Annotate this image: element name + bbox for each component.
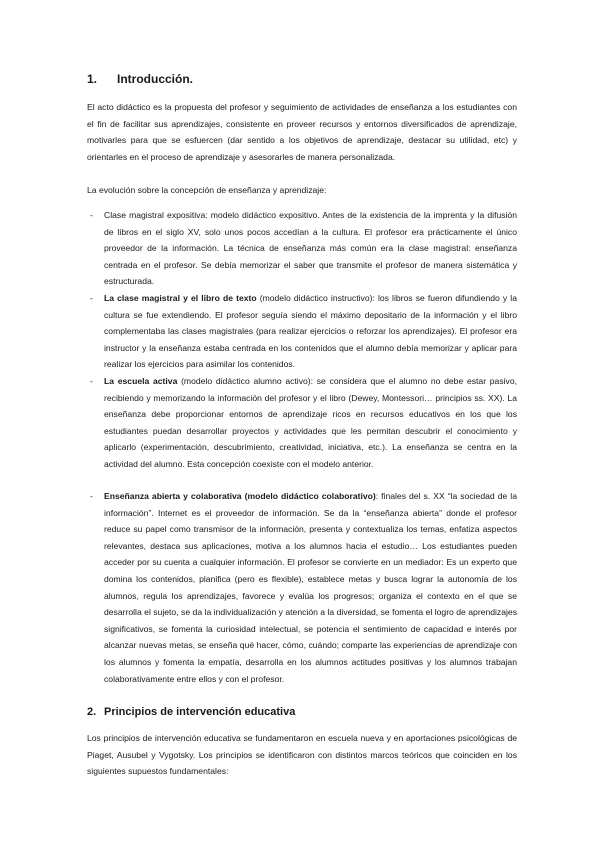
evolution-intro: La evolución sobre la concepción de enseñanza y aprendizaje: — [87, 185, 327, 195]
section-2-heading — [87, 706, 295, 718]
list-item-text: (modelo didáctico alumno activo): se considera que el alumno no debe estar pasivo, recibiendo y memorizando la información del profesor y el libro (Dewey, Montessori… principios ss. XX). La enseñanza debe proporcionar entornos de aprendizaje ricos en recursos educativos en los que los estudiantes puedan desarrollar proyectos y actividades que les permitan descubrir el conocimiento y aplicarlo (experimentación, descubrimiento, creatividad, iniciativa, etc.). La enseñanza se centra en la actividad del alumno. Esta concepción coexiste con el modelo anterior. — [104, 376, 517, 469]
principles-paragraph: Los principios de intervención educativa se fundamentaron en escuela nueva y en aportaciones psicológicas de Piaget, Ausubel y Vygotsky. Los principios se identificaron con distintos marcos teóricos que coinciden en los siguientes supuestos fundamentales: — [87, 733, 517, 777]
list-item-title: Enseñanza abierta y colaborativa (modelo didáctico colaborativo) — [104, 491, 376, 501]
list-dash: - — [90, 376, 93, 386]
section-1-number: 1. — [87, 72, 98, 86]
list-item-clase-magistral — [90, 207, 517, 290]
list-item-ensenanza-abierta — [90, 488, 517, 687]
list-dash: - — [90, 293, 93, 303]
section-2-title: Principios de intervención educativa — [104, 706, 296, 718]
list-dash: - — [90, 491, 93, 501]
list-dash: - — [90, 210, 93, 220]
list-item-escuela-activa — [90, 373, 517, 473]
list-item-title: La clase magistral y el libro de texto — [104, 293, 257, 303]
section-1-title: Introducción. — [117, 72, 193, 86]
section-2-number: 2. — [87, 706, 97, 718]
list-item-libro-de-texto — [90, 290, 517, 373]
list-item-text: modelo didáctico expositivo. Antes de la existencia de la imprenta y la difusión de libros en el siglo XV, solo unos pocos accedían a la cultura. El profesor era prácticamente el único proveedor de la información. La técnica de enseñanza más común era la clase magistral: enseñanza centrada en el profesor. Se debía memorizar el saber que transmite el profesor de manera sistemática y estructurada. — [104, 210, 517, 287]
list-item-text: : finales del s. XX “la sociedad de la información”. Internet es el proveedor de información. Se da la “enseñanza abierta” donde el profesor reduce su papel como transmisor de la información, presenta y contextualiza los temas, enfatiza aspectos relevantes, destaca sus aplicaciones, motiva a los alumnos hacia el estudio… Los estudiantes pueden acceder por su cuenta a cualquier información. El profesor se convierte en un mediador: Es un experto que domina los contenidos, planifica (pero es flexible), establece metas y busca lograr la autonomía de los alumnos, regula los aprendizajes, favorece y evalúa los progresos; organiza el contexto en el que se desarrolla el sujeto, se da la individualización y atención a la diversidad, se fomenta el logro de aprendizajes significativos, se fomenta la curiosidad intelectual, se potencia el sentimiento de capacidad e interés por alcanzar nuevas metas, se enseña qué hacer, cómo, cuándo; comparte las experiencias de aprendizaje con los alumnos y fomenta la empatía, desarrolla en los alumnos actitudes positivas y los alumnos trabajan colaborativamente entre ellos y con el profesor. — [104, 491, 517, 684]
section-1-heading — [87, 72, 193, 86]
list-item-text: (modelo didáctico instructivo): los libros se fueron difundiendo y la cultura se fue extendiendo. El profesor seguía siendo el máximo depositario de la información y el libro complementaba las clases magistrales (para realizar ejercicios o reforzar los aprendizajes). El profesor era instructor y la enseñanza estaba centrada en los contenidos que el alumno debía memorizar y aplicar para realizar los ejercicios para asimilar los contenidos. — [104, 293, 517, 370]
list-item-title: La escuela activa — [104, 376, 178, 386]
list-item-title: Clase magistral expositiva: — [104, 210, 208, 220]
intro-paragraph: El acto didáctico es la propuesta del profesor y seguimiento de actividades de enseñanza a los estudiantes con el fin de facilitar sus aprendizajes, consistente en proveer recursos y entornos diversificados de aprendizaje, motivarles para que se esfuercen (dar sentido a los objetivos de aprendizaje, destacar su utilidad, etc) y orientarles en el proceso de aprendizaje y asesorarles de manera personalizada. — [87, 102, 517, 162]
